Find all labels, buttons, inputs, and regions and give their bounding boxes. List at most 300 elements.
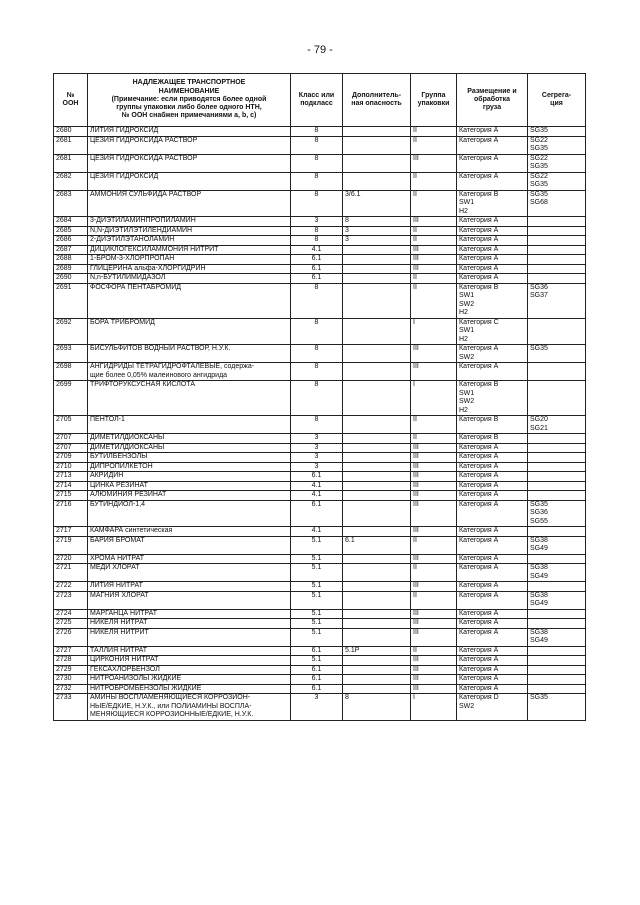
stowage-cell bbox=[457, 481, 528, 491]
subsidiary-risk-cell bbox=[343, 481, 411, 491]
line: SG38 bbox=[530, 564, 548, 571]
un-number-cell: 2690 bbox=[54, 274, 88, 284]
line: Категория A bbox=[459, 684, 499, 692]
un-number-cell: 2698 bbox=[54, 363, 88, 381]
table-row bbox=[54, 226, 586, 236]
segregation-cell bbox=[528, 628, 586, 646]
packing-group-cell: III bbox=[411, 245, 457, 255]
header-shipping-name bbox=[88, 74, 291, 127]
line: SG21 bbox=[530, 424, 548, 432]
un-number-cell: 2707 bbox=[54, 434, 88, 444]
subsidiary-risk-cell bbox=[343, 381, 411, 416]
segregation-cell bbox=[528, 127, 586, 137]
segregation-cell bbox=[528, 245, 586, 255]
un-number-cell: 2728 bbox=[54, 656, 88, 666]
line: Категория B bbox=[459, 416, 499, 423]
class-cell: 6.1 bbox=[291, 255, 343, 265]
class-cell: 3 bbox=[291, 443, 343, 453]
line: ФОСФОРА ПЕНТАБРОМИД bbox=[90, 283, 182, 291]
subsidiary-risk-cell: 5.1P bbox=[343, 646, 411, 656]
segregation-cell bbox=[528, 500, 586, 527]
line: Категория B bbox=[459, 190, 499, 198]
table-row bbox=[54, 684, 586, 694]
packing-group-cell: III bbox=[411, 462, 457, 472]
line: БУТИНДИОЛ-1,4 bbox=[90, 500, 146, 508]
line: БОРА ТРИБРОМИД bbox=[90, 318, 155, 326]
line: ЛИТИЯ ГИДРОКСИД bbox=[90, 127, 159, 134]
line: Категория A bbox=[459, 363, 499, 370]
line: обработка bbox=[473, 95, 511, 103]
class-cell: 3 bbox=[291, 462, 343, 472]
line: ТАЛЛИЯ НИТРАТ bbox=[90, 646, 148, 654]
table-row bbox=[54, 264, 586, 274]
table-row bbox=[54, 245, 586, 255]
un-number-cell: 2732 bbox=[54, 684, 88, 694]
header-segregation bbox=[528, 74, 586, 127]
segregation-cell bbox=[528, 619, 586, 629]
shipping-name-cell bbox=[88, 154, 291, 172]
line: SG35 bbox=[530, 163, 548, 170]
class-cell: 8 bbox=[291, 363, 343, 381]
subsidiary-risk-cell bbox=[343, 619, 411, 629]
un-number-cell: 2727 bbox=[54, 646, 88, 656]
stowage-cell bbox=[457, 172, 528, 190]
table-row bbox=[54, 190, 586, 217]
class-cell: 6.1 bbox=[291, 675, 343, 685]
line: SG35 bbox=[530, 345, 548, 352]
un-number-cell: 2729 bbox=[54, 665, 88, 675]
class-cell: 5.1 bbox=[291, 656, 343, 666]
segregation-cell bbox=[528, 381, 586, 416]
stowage-cell bbox=[457, 363, 528, 381]
line: ООН bbox=[62, 100, 79, 107]
un-number-cell: 2715 bbox=[54, 491, 88, 501]
un-number-cell: 2682 bbox=[54, 172, 88, 190]
un-number-cell: 2681 bbox=[54, 154, 88, 172]
segregation-cell bbox=[528, 554, 586, 564]
class-cell: 4.1 bbox=[291, 527, 343, 537]
line: Категория A bbox=[459, 554, 499, 562]
segregation-cell bbox=[528, 264, 586, 274]
segregation-cell bbox=[528, 190, 586, 217]
packing-group-cell: III bbox=[411, 264, 457, 274]
line: SG35 bbox=[530, 500, 548, 508]
packing-group-cell: II bbox=[411, 591, 457, 609]
line: Сегрега- bbox=[541, 91, 572, 99]
shipping-name-cell bbox=[88, 190, 291, 217]
stowage-cell bbox=[457, 675, 528, 685]
line: подкласс bbox=[300, 100, 333, 107]
table-row bbox=[54, 381, 586, 416]
line: ЦИНКА РЕЗИНАТ bbox=[90, 481, 148, 489]
line: Категория B bbox=[459, 381, 499, 388]
un-number-cell: 2719 bbox=[54, 536, 88, 554]
segregation-cell bbox=[528, 217, 586, 227]
line: SG35 bbox=[530, 145, 548, 152]
line: АЛЮМИНИЯ РЕЗИНАТ bbox=[90, 491, 167, 498]
class-cell: 4.1 bbox=[291, 245, 343, 255]
line: Категория D bbox=[459, 694, 499, 701]
stowage-cell bbox=[457, 127, 528, 137]
shipping-name-cell bbox=[88, 619, 291, 629]
shipping-name-cell bbox=[88, 236, 291, 246]
stowage-cell bbox=[457, 500, 528, 527]
stowage-cell bbox=[457, 255, 528, 265]
stowage-cell bbox=[457, 665, 528, 675]
line: SG35 bbox=[530, 190, 548, 198]
shipping-name-cell bbox=[88, 628, 291, 646]
line: НАДЛЕЖАЩЕЕ ТРАНСПОРТНОЕ bbox=[132, 79, 246, 87]
packing-group-cell: II bbox=[411, 564, 457, 582]
line: Категория C bbox=[459, 318, 499, 326]
line: Категория A bbox=[459, 591, 499, 599]
subsidiary-risk-cell bbox=[343, 274, 411, 284]
class-cell: 4.1 bbox=[291, 481, 343, 491]
line: (Примечание: если приводятся более одной bbox=[111, 95, 267, 103]
un-number-cell: 2724 bbox=[54, 609, 88, 619]
shipping-name-cell bbox=[88, 675, 291, 685]
packing-group-cell: III bbox=[411, 453, 457, 463]
class-cell: 3 bbox=[291, 453, 343, 463]
shipping-name-cell bbox=[88, 491, 291, 501]
line: ЛИТИЯ НИТРАТ bbox=[90, 582, 143, 589]
line: Категория A bbox=[459, 675, 499, 682]
subsidiary-risk-cell bbox=[343, 245, 411, 255]
un-number-cell: 2720 bbox=[54, 554, 88, 564]
un-number-cell: 2707 bbox=[54, 443, 88, 453]
subsidiary-risk-cell: 8 bbox=[343, 694, 411, 721]
class-cell: 3 bbox=[291, 434, 343, 444]
stowage-cell bbox=[457, 264, 528, 274]
line: ДИЦИКЛОГЕКСИЛАММОНИЯ НИТРИТ bbox=[90, 245, 219, 253]
class-cell: 5.1 bbox=[291, 582, 343, 592]
line: груза bbox=[482, 104, 502, 112]
un-number-cell: 2726 bbox=[54, 628, 88, 646]
stowage-cell bbox=[457, 345, 528, 363]
packing-group-cell: III bbox=[411, 345, 457, 363]
subsidiary-risk-cell bbox=[343, 656, 411, 666]
segregation-cell bbox=[528, 462, 586, 472]
line: SW1 bbox=[459, 389, 475, 397]
stowage-cell bbox=[457, 318, 528, 345]
un-number-cell: 2714 bbox=[54, 481, 88, 491]
stowage-cell bbox=[457, 226, 528, 236]
shipping-name-cell bbox=[88, 283, 291, 318]
un-number-cell: 2723 bbox=[54, 591, 88, 609]
segregation-cell bbox=[528, 694, 586, 721]
line: Категория A bbox=[459, 462, 499, 470]
un-number-cell: 2716 bbox=[54, 500, 88, 527]
un-number-cell: 2688 bbox=[54, 255, 88, 265]
header-subsidiary-risk bbox=[343, 74, 411, 127]
packing-group-cell: III bbox=[411, 582, 457, 592]
line: Категория A bbox=[459, 646, 499, 654]
subsidiary-risk-cell bbox=[343, 500, 411, 527]
segregation-cell bbox=[528, 453, 586, 463]
subsidiary-risk-cell bbox=[343, 416, 411, 434]
subsidiary-risk-cell bbox=[343, 172, 411, 190]
class-cell: 8 bbox=[291, 345, 343, 363]
line: группы упаковки либо более одного НТН, bbox=[116, 104, 262, 112]
packing-group-cell: III bbox=[411, 491, 457, 501]
line: ЦЕЗИЯ ГИДРОКСИДА РАСТВОР bbox=[90, 154, 198, 162]
table-row bbox=[54, 434, 586, 444]
line: Категория A bbox=[459, 236, 499, 243]
line: МЕНЯЮЩИЕСЯ КОРРОЗИОННЫЕ/ЕДКИЕ, Н.У.К. bbox=[90, 711, 254, 718]
line: Категория A bbox=[459, 264, 499, 272]
line: Категория A bbox=[459, 154, 499, 162]
line: НИКЕЛЯ НИТРАТ bbox=[90, 619, 148, 626]
segregation-cell bbox=[528, 646, 586, 656]
packing-group-cell: III bbox=[411, 154, 457, 172]
segregation-cell bbox=[528, 564, 586, 582]
line: МАГНИЯ ХЛОРАТ bbox=[90, 591, 149, 599]
line: SW2 bbox=[459, 702, 475, 710]
line: Класс или bbox=[298, 91, 335, 99]
class-cell: 6.1 bbox=[291, 646, 343, 656]
line: Категория A bbox=[459, 127, 499, 134]
subsidiary-risk-cell bbox=[343, 582, 411, 592]
class-cell: 8 bbox=[291, 236, 343, 246]
packing-group-cell: III bbox=[411, 554, 457, 564]
line: SG38 bbox=[530, 536, 548, 544]
stowage-cell bbox=[457, 416, 528, 434]
line: Категория A bbox=[459, 217, 499, 224]
packing-group-cell: II bbox=[411, 416, 457, 434]
table-row bbox=[54, 564, 586, 582]
class-cell: 3 bbox=[291, 694, 343, 721]
subsidiary-risk-cell bbox=[343, 318, 411, 345]
line: 2-ДИЭТИЛЭТАНОЛАМИН bbox=[90, 236, 175, 243]
subsidiary-risk-cell bbox=[343, 628, 411, 646]
segregation-cell bbox=[528, 318, 586, 345]
shipping-name-cell bbox=[88, 318, 291, 345]
line: АМИНЫ ВОСПЛАМЕНЯЮЩИЕСЯ КОРРОЗИОН- bbox=[90, 694, 251, 701]
table-row bbox=[54, 646, 586, 656]
table-row bbox=[54, 462, 586, 472]
stowage-cell bbox=[457, 472, 528, 482]
segregation-cell bbox=[528, 491, 586, 501]
subsidiary-risk-cell bbox=[343, 554, 411, 564]
shipping-name-cell bbox=[88, 472, 291, 482]
subsidiary-risk-cell bbox=[343, 527, 411, 537]
line: АММОНИЯ СУЛЬФИДА РАСТВОР bbox=[90, 190, 202, 198]
segregation-cell bbox=[528, 665, 586, 675]
shipping-name-cell bbox=[88, 582, 291, 592]
class-cell: 6.1 bbox=[291, 472, 343, 482]
line: SG35 bbox=[530, 694, 548, 701]
stowage-cell bbox=[457, 536, 528, 554]
segregation-cell bbox=[528, 434, 586, 444]
table-row bbox=[54, 363, 586, 381]
line: БУТИЛБЕНЗОЛЫ bbox=[90, 453, 148, 460]
packing-group-cell: I bbox=[411, 694, 457, 721]
line: 3-ДИЭТИЛАМИНПРОПИЛАМИН bbox=[90, 217, 196, 224]
packing-group-cell: III bbox=[411, 684, 457, 694]
table-row bbox=[54, 536, 586, 554]
line: Категория A bbox=[459, 665, 499, 673]
line: H2 bbox=[459, 406, 468, 414]
table-row bbox=[54, 628, 586, 646]
segregation-cell bbox=[528, 591, 586, 609]
subsidiary-risk-cell bbox=[343, 491, 411, 501]
segregation-cell bbox=[528, 443, 586, 453]
subsidiary-risk-cell: 3/6.1 bbox=[343, 190, 411, 217]
line: ция bbox=[550, 100, 563, 107]
table-row bbox=[54, 694, 586, 721]
line: SG38 bbox=[530, 628, 548, 636]
line: Категория A bbox=[459, 136, 499, 144]
line: Категория A bbox=[459, 609, 499, 617]
shipping-name-cell bbox=[88, 172, 291, 190]
class-cell: 8 bbox=[291, 416, 343, 434]
segregation-cell bbox=[528, 226, 586, 236]
table-row bbox=[54, 491, 586, 501]
line: SG35 bbox=[530, 181, 548, 188]
stowage-cell bbox=[457, 190, 528, 217]
class-cell: 6.1 bbox=[291, 684, 343, 694]
table-row bbox=[54, 472, 586, 482]
subsidiary-risk-cell bbox=[343, 154, 411, 172]
stowage-cell bbox=[457, 434, 528, 444]
un-number-cell: 2680 bbox=[54, 127, 88, 137]
packing-group-cell: II bbox=[411, 434, 457, 444]
subsidiary-risk-cell bbox=[343, 434, 411, 444]
subsidiary-risk-cell bbox=[343, 255, 411, 265]
line: ДИПРОПИЛКЕТОН bbox=[90, 462, 153, 470]
line: АКРИДИН bbox=[90, 472, 124, 479]
packing-group-cell: II bbox=[411, 536, 457, 554]
line: МАРГАНЦА НИТРАТ bbox=[90, 609, 157, 617]
line: H2 bbox=[459, 309, 468, 316]
stowage-cell bbox=[457, 217, 528, 227]
shipping-name-cell bbox=[88, 564, 291, 582]
line: Дополнитель- bbox=[351, 91, 402, 99]
line: SG35 bbox=[530, 127, 548, 134]
line: SG37 bbox=[530, 292, 548, 299]
subsidiary-risk-cell bbox=[343, 462, 411, 472]
line: ная опасность bbox=[351, 100, 402, 107]
class-cell: 6.1 bbox=[291, 500, 343, 527]
segregation-cell bbox=[528, 527, 586, 537]
shipping-name-cell bbox=[88, 684, 291, 694]
line: Категория A bbox=[459, 619, 499, 626]
line: МЕДИ ХЛОРАТ bbox=[90, 564, 140, 571]
packing-group-cell: III bbox=[411, 665, 457, 675]
subsidiary-risk-cell bbox=[343, 363, 411, 381]
packing-group-cell: II bbox=[411, 646, 457, 656]
table-row bbox=[54, 675, 586, 685]
packing-group-cell: I bbox=[411, 318, 457, 345]
class-cell: 8 bbox=[291, 318, 343, 345]
subsidiary-risk-cell bbox=[343, 127, 411, 137]
line: НИТРОБРОМБЕНЗОЛЫ ЖИДКИЕ bbox=[90, 684, 202, 692]
subsidiary-risk-cell bbox=[343, 453, 411, 463]
line: Размещение и bbox=[467, 87, 517, 95]
packing-group-cell: III bbox=[411, 481, 457, 491]
line: КАМФАРА синтетическая bbox=[90, 527, 173, 534]
line: SG55 bbox=[530, 517, 548, 525]
line: H2 bbox=[459, 335, 468, 343]
segregation-cell bbox=[528, 255, 586, 265]
shipping-name-cell bbox=[88, 591, 291, 609]
segregation-cell bbox=[528, 136, 586, 154]
line: Категория A bbox=[459, 500, 499, 508]
shipping-name-cell bbox=[88, 217, 291, 227]
subsidiary-risk-cell bbox=[343, 345, 411, 363]
subsidiary-risk-cell bbox=[343, 283, 411, 318]
stowage-cell bbox=[457, 136, 528, 154]
subsidiary-risk-cell bbox=[343, 264, 411, 274]
un-number-cell: 2684 bbox=[54, 217, 88, 227]
table-row bbox=[54, 154, 586, 172]
stowage-cell bbox=[457, 236, 528, 246]
packing-group-cell: II bbox=[411, 190, 457, 217]
packing-group-cell: III bbox=[411, 656, 457, 666]
line: SG38 bbox=[530, 591, 548, 599]
segregation-cell bbox=[528, 609, 586, 619]
line: Категория A bbox=[459, 628, 499, 636]
line: SG20 bbox=[530, 416, 548, 423]
stowage-cell bbox=[457, 283, 528, 318]
shipping-name-cell bbox=[88, 656, 291, 666]
un-number-cell: 2725 bbox=[54, 619, 88, 629]
page-number: - 79 - bbox=[307, 44, 333, 56]
subsidiary-risk-cell: 3 bbox=[343, 226, 411, 236]
subsidiary-risk-cell bbox=[343, 675, 411, 685]
line: АНГИДРИДЫ ТЕТРАГИДРОФТАЛЕВЫЕ, содержа- bbox=[90, 363, 255, 370]
line: Категория A bbox=[459, 527, 499, 534]
segregation-cell bbox=[528, 416, 586, 434]
class-cell: 8 bbox=[291, 172, 343, 190]
stowage-cell bbox=[457, 491, 528, 501]
subsidiary-risk-cell bbox=[343, 136, 411, 154]
class-cell: 8 bbox=[291, 127, 343, 137]
class-cell: 6.1 bbox=[291, 264, 343, 274]
un-number-cell: 2685 bbox=[54, 226, 88, 236]
table-row bbox=[54, 481, 586, 491]
line: БАРИЯ БРОМАТ bbox=[90, 536, 145, 544]
line: N,n-БУТИЛИМИДАЗОЛ bbox=[90, 274, 166, 281]
table-row bbox=[54, 665, 586, 675]
shipping-name-cell bbox=[88, 481, 291, 491]
un-number-cell: 2681 bbox=[54, 136, 88, 154]
class-cell: 5.1 bbox=[291, 536, 343, 554]
subsidiary-risk-cell bbox=[343, 609, 411, 619]
line: Категория A bbox=[459, 472, 499, 479]
subsidiary-risk-cell bbox=[343, 684, 411, 694]
line: SG36 bbox=[530, 509, 548, 516]
un-number-cell: 2717 bbox=[54, 527, 88, 537]
table-row bbox=[54, 619, 586, 629]
shipping-name-cell bbox=[88, 536, 291, 554]
table-row bbox=[54, 127, 586, 137]
shipping-name-cell bbox=[88, 245, 291, 255]
packing-group-cell: III bbox=[411, 619, 457, 629]
packing-group-cell: II bbox=[411, 136, 457, 154]
packing-group-cell: II bbox=[411, 236, 457, 246]
line: Категория A bbox=[459, 453, 499, 460]
line: N,N-ДИЭТИЛЭТИЛЕНДИАМИН bbox=[90, 226, 193, 234]
subsidiary-risk-cell bbox=[343, 472, 411, 482]
table-row bbox=[54, 217, 586, 227]
packing-group-cell: III bbox=[411, 255, 457, 265]
line: ДИМЕТИЛДИОКСАНЫ bbox=[90, 434, 165, 441]
un-number-cell: 2713 bbox=[54, 472, 88, 482]
table-row bbox=[54, 416, 586, 434]
table-row bbox=[54, 236, 586, 246]
line: БИСУЛЬФИТОВ ВОДНЫЙ РАСТВОР, Н.У.К. bbox=[90, 345, 231, 352]
